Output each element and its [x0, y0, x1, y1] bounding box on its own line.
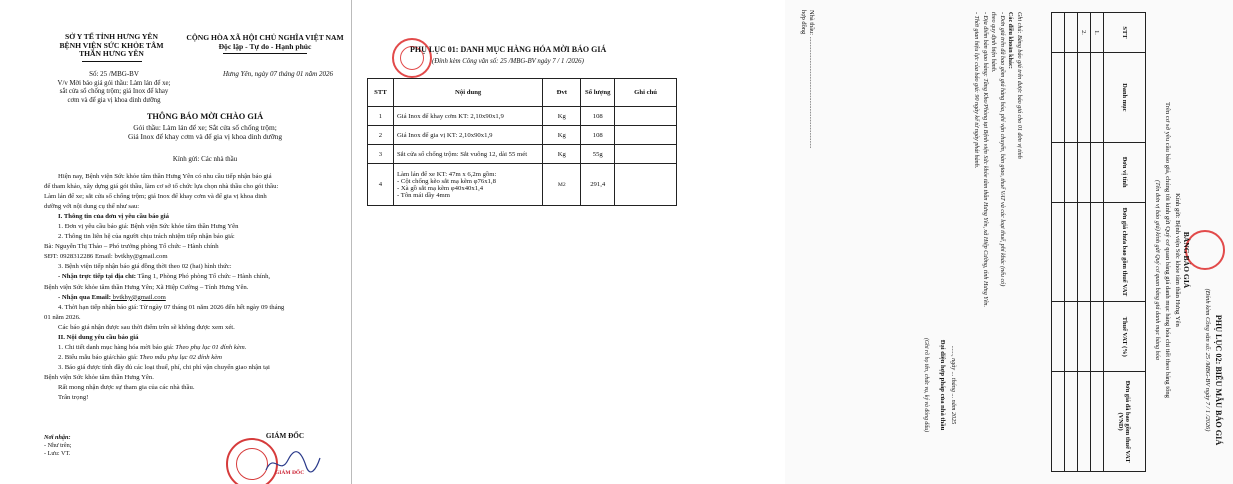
- org-line-3: THẦN HƯNG YÊN: [79, 49, 144, 59]
- cell-note: [615, 107, 677, 126]
- table-header-row: [1104, 13, 1146, 472]
- cell-empty: [1052, 202, 1065, 302]
- col-header-content: Nội dung: [393, 79, 542, 107]
- cell-unit: Kg: [543, 145, 581, 164]
- subject-line-3: cơm và để gia vị khoa dinh dưỡng: [67, 96, 161, 104]
- cell-empty: [1078, 372, 1091, 472]
- nation-line-1: CỘNG HÒA XÃ HỘI CHỦ NGHĨA VIỆT NAM: [186, 33, 344, 42]
- quote-notes: [972, 12, 1023, 472]
- signer-title: GIÁM ĐỐC: [265, 432, 305, 440]
- col-header-price-ex-vat: Đơn giá chưa bao gồm thuế VAT: [1104, 202, 1146, 302]
- page-gap: [690, 0, 785, 484]
- cell-qty: 55g: [581, 145, 615, 164]
- appendix-1-subtitle: (Đính kèm Công văn số: 25 /MBG-BV ngày 7 / 1 /2026): [432, 58, 584, 65]
- bidder-name-hint: (Tên đơn vị báo giá) kính gửi Quý cơ quan bảng giá danh mục hàng hóa: [1154, 180, 1161, 360]
- rotated-form: [785, 0, 1233, 484]
- bidder-line-2: hợp đồng: [800, 10, 807, 35]
- subject-line-1: V/v Mời báo giá gói thầu: Làm lán để xe;: [57, 80, 171, 87]
- cell-qty: 291,4: [581, 164, 615, 206]
- recipients: [44, 434, 71, 458]
- cell-stt: 3: [368, 145, 394, 164]
- cell-unit: Kg: [543, 126, 581, 145]
- ii2-ref: Theo mẫu phụ lục 02 đính kèm: [139, 353, 222, 361]
- table-row: [368, 126, 677, 145]
- appendix-2-title: PHỤ LỤC 02: BIỂU MẪU BÁO GIÁ: [1214, 314, 1223, 446]
- item-3: 3. Bệnh viện tiếp nhận báo giá đồng thời theo 02 (hai) hình thức:: [58, 263, 232, 271]
- item-4c: Các báo giá nhận được sau thời điểm trên sẽ không được xem xét.: [58, 323, 235, 331]
- ii3: 3. Báo giá được tính đầy đủ các loại thuế, phí, chi phí vận chuyển giao nhận tại: [58, 363, 270, 371]
- item-2-contact: Bà: Nguyễn Thị Thảo – Phó trưởng phòng Tổ chức – Hành chính: [44, 243, 219, 251]
- cell-empty: [1052, 302, 1065, 372]
- col-header-qty: Số lượng: [581, 79, 615, 107]
- cell-item: [1078, 52, 1091, 142]
- quote-table: [1051, 12, 1146, 472]
- col-header-unit: Đơn vị tính: [1104, 142, 1146, 202]
- ii1-ref: Theo phụ lục 01 đính kèm.: [175, 343, 247, 351]
- cell-empty: [1091, 372, 1104, 472]
- ii2-text: 2. Biểu mẫu báo giá/chào giá:: [58, 353, 140, 361]
- recipient-1: - Như trên;: [44, 442, 72, 450]
- cell-empty: [1091, 302, 1104, 372]
- col-header-stt: STT: [1104, 13, 1146, 53]
- intro-line-2: để tham khảo, xây dựng giá gói thầu, làm cơ sở tổ chức lựa chọn nhà thầu cho gói thầu:: [44, 183, 279, 191]
- nation-underline: [223, 53, 307, 54]
- cell-item: [1091, 52, 1104, 142]
- cell-empty: [1078, 302, 1091, 372]
- cell-stt: 2.: [1078, 13, 1091, 53]
- table-header-row: [368, 79, 677, 107]
- item-3c-label: - Nhận qua Email:: [58, 293, 111, 301]
- cell-note: [615, 164, 677, 206]
- intro-line-3: Làm lán để xe; sắt cửa sổ chống trộm; giá Inox để khay cơm và để gia vị khoa dinh: [44, 193, 267, 201]
- table-row: [1052, 13, 1065, 472]
- item-4: 4. Thời hạn tiếp nhận báo giá: Từ ngày 07 tháng 01 năm 2026 đến hết ngày 09 tháng: [58, 303, 285, 311]
- appendix-1-title: PHỤ LỤC 01: DANH MỤC HÀNG HÓA MỜI BÁO GIÁ: [410, 45, 607, 54]
- col-header-unit: Đvt: [543, 79, 581, 107]
- org-line-2: BỆNH VIỆN SỨC KHỎE TÂM: [59, 40, 164, 50]
- bidder-line: Nhà thầu: ......................................................................: [808, 10, 815, 149]
- note-2: Các điều khoản khác:: [1007, 12, 1014, 69]
- intro-line-4: dưỡng với nội dung cụ thể như sau:: [44, 203, 140, 211]
- content-line-2: - Cột chống kẽo sắt mạ kẽm φ76x1,8: [396, 177, 496, 185]
- cell-empty: [1065, 142, 1078, 202]
- section-1-heading: I. Thông tin của đơn vị yêu cầu báo giá: [58, 213, 169, 221]
- cell-empty: [1078, 202, 1091, 302]
- cell-empty: [1065, 302, 1078, 372]
- cell-empty: [1078, 142, 1091, 202]
- closing: Rất mong nhận được sự tham gia của các nhà thầu.: [58, 383, 195, 391]
- cell-qty: 108: [581, 107, 615, 126]
- cell-stt: 4: [368, 164, 394, 206]
- goods-table: [367, 78, 677, 206]
- subject-line-2: sắt cửa sổ chống trộm; giá Inox để khay: [59, 88, 169, 96]
- cell-content: Sắt cửa sổ chống trộm: Sắt vuông 12, dài 55 mét: [393, 145, 542, 164]
- ii1-text: 1. Chi tiết danh mục hàng hóa mời báo giá:: [58, 343, 176, 351]
- table-row: [368, 164, 677, 206]
- note-6: - Thời gian hiệu lực của báo giá: 90 ngày kể từ ngày phát hành.: [973, 12, 980, 169]
- note-5: - Địa điểm bàn giao hàng: Tầng Kho/Phòng tại Bệnh viện Sức khỏe tâm thần Hưng Yên, xã Hiệp Cường, tỉnh Hưng Yên.: [981, 12, 988, 307]
- letter-body: [44, 172, 346, 403]
- note-1: Ghi chú: Bảng báo giá trên được báo giá cho 01 đơn vị tính: [1016, 12, 1022, 159]
- cell-empty: [1091, 142, 1104, 202]
- table-row: [1091, 13, 1104, 472]
- recipient-2: - Lưu: VT.: [44, 450, 71, 458]
- cell-stt: 1.: [1091, 13, 1104, 53]
- addressee: Kính gửi: Bệnh viện Sức khỏe tâm thần Hưng Yên: [1174, 193, 1181, 327]
- col-header-stt: STT: [368, 79, 394, 107]
- content-line-1: Làm lán để xe KT: 47m x 6,2m gồm:: [396, 170, 497, 178]
- cell-empty: [1052, 372, 1065, 472]
- item-2: 2. Thông tin liên hệ của người chịu trách nhiệm tiếp nhận báo giá:: [58, 233, 235, 241]
- nation-line-2: Độc lập - Tự do - Hạnh phúc: [218, 42, 312, 52]
- org-line-1: SỞ Y TẾ TỈNH HƯNG YÊN: [65, 32, 158, 41]
- cell-item: [1065, 52, 1078, 142]
- org-underline: [82, 61, 142, 62]
- item-4b: 01 năm 2026.: [44, 313, 81, 321]
- table-row: [1078, 13, 1091, 472]
- package-description: [60, 123, 350, 142]
- item-1: 1. Đơn vị yêu cầu báo giá: Bệnh viện Sức khỏe tâm thần Hưng Yên: [58, 223, 239, 231]
- cell-unit: M2: [543, 164, 581, 206]
- cell-content: [393, 164, 542, 206]
- subject: [44, 80, 184, 105]
- signing-date: ......, ngày ... tháng ... năm 2025: [950, 345, 957, 425]
- cell-stt: [1065, 13, 1078, 53]
- addressee-detail: Trên cơ sở yêu cầu báo giá, chúng tôi kính gửi Quý cơ quan bảng giá danh mục hàng hóa chi tiết theo bảng tổng: [1164, 102, 1171, 398]
- package-line-2: Giá Inox để khay cơm và để gia vị khoa dinh dưỡng: [127, 132, 283, 142]
- cell-qty: 108: [581, 126, 615, 145]
- signer-sub: GIÁM ĐỐC: [275, 470, 305, 476]
- content-line-3: - Xà gồ sắt mạ kẽm φ40x40x1,4: [396, 184, 484, 192]
- cell-empty: [1052, 142, 1065, 202]
- greeting: Kính gửi: Các nhà thầu: [172, 156, 238, 163]
- bidder-header: [799, 10, 815, 310]
- note-4: theo quy định hiện hành.: [990, 12, 997, 73]
- letter-page: [30, 0, 352, 484]
- intro-line-1: Hiện nay, Bệnh viện Sức khỏe tâm thần Hưng Yên có nhu cầu tiếp nhận báo giá: [58, 173, 272, 180]
- cell-stt: 1: [368, 107, 394, 126]
- bidder-representative: Đại diện hợp pháp của nhà thầu: [939, 339, 946, 431]
- cell-stt: [1052, 13, 1065, 53]
- cell-note: [615, 126, 677, 145]
- recipients-label: Nơi nhận:: [44, 434, 71, 441]
- quote-heading: BẢNG BÁO GIÁ: [1182, 231, 1191, 289]
- email-link[interactable]: bvtkhy@gmail.com: [110, 293, 166, 301]
- table-row: [368, 145, 677, 164]
- cell-content: Giá Inox để gia vị KT: 2,10x90x1,9: [393, 126, 542, 145]
- item-3b: Bệnh viện Sức khỏe tâm thần Hưng Yên; Xã Hiệp Cường – Tỉnh Hưng Yên.: [44, 283, 249, 291]
- cell-empty: [1065, 372, 1078, 472]
- table-row: [368, 107, 677, 126]
- package-line-1: Gói thầu: Làm lán để xe; Sắt cửa sổ chống trộm;: [133, 123, 277, 132]
- appendix-2-subtitle: (Đính kèm Công văn số: 25 /MBG-BV ngày 7 / 1 /2026): [1204, 288, 1211, 432]
- cell-item: [1052, 52, 1065, 142]
- cell-note: [615, 145, 677, 164]
- closing-thanks: Trân trọng!: [58, 394, 89, 402]
- item-3a-text: Tầng 1, Phòng Phó phòng Tổ chức – Hành chính,: [135, 273, 271, 281]
- col-header-price-inc-vat: Đơn giá đã bao gồm thuế VAT (VND): [1104, 372, 1146, 472]
- appendix-2-page: [785, 0, 1233, 484]
- col-header-item: Danh mục: [1104, 52, 1146, 142]
- org-header: [44, 33, 179, 62]
- cell-unit: Kg: [543, 107, 581, 126]
- nation-header: [180, 33, 350, 54]
- cell-empty: [1065, 202, 1078, 302]
- content-line-4: - Tôn mái dầy 4mm: [396, 191, 450, 199]
- note-3: - Đơn giá trên đã bao gồm giá hàng hóa, phí vận chuyển, bàn giao, thuế VAT và các loại thuế, phí khác (nếu có): [998, 12, 1005, 287]
- col-header-note: Ghi chú: [615, 79, 677, 107]
- item-2-phone-email: SĐT: 0928312286 Email: bvtkhy@gmail.com: [44, 253, 168, 261]
- cell-content: Giá Inox để khay cơm KT: 2,10x90x1,9: [393, 107, 542, 126]
- col-header-vat: Thuế VAT (%): [1104, 302, 1146, 372]
- notice-title: THÔNG BÁO MỜI CHÀO GIÁ: [146, 112, 264, 121]
- bidder-sign-hint: (Ghi rõ họ tên, chức vụ, ký và đóng dấu): [923, 337, 929, 433]
- table-row: [1065, 13, 1078, 472]
- cell-empty: [1091, 202, 1104, 302]
- section-2-heading: II. Nội dung yêu cầu báo giá: [58, 333, 139, 341]
- cell-stt: 2: [368, 126, 394, 145]
- appendix-1-page: [352, 0, 690, 484]
- ii3b: Bệnh viện Sức khỏe tâm thần Hưng Yên.: [44, 373, 154, 381]
- document-number: Số: 25 /MBG-BV: [89, 70, 139, 78]
- place-date: Hưng Yên, ngày 07 tháng 01 năm 2026: [223, 70, 333, 78]
- item-3a-label: - Nhận trực tiếp tại địa chỉ:: [58, 273, 136, 281]
